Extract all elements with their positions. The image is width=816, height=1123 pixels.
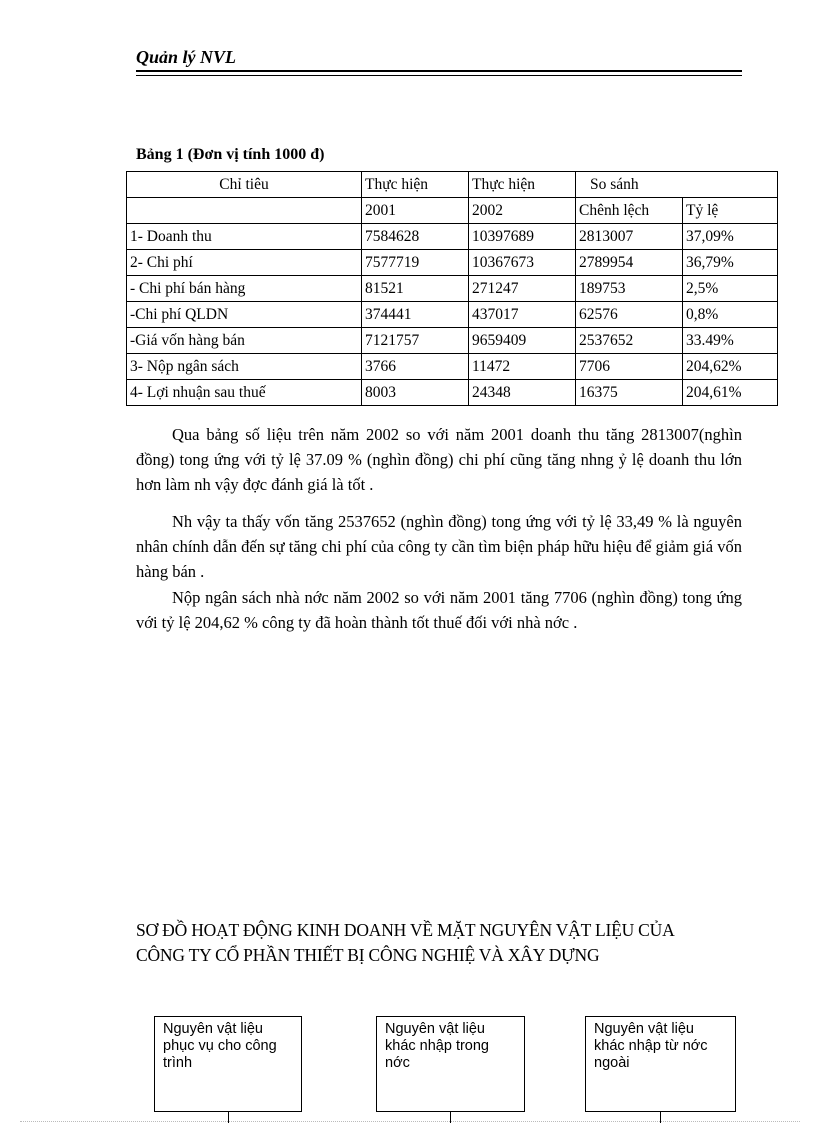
table-cell: 10397689 (469, 224, 576, 250)
table-cell: 2813007 (576, 224, 683, 250)
diagram-box-domestic-materials: Nguyên vật liệu khác nhập trong nớc (376, 1016, 525, 1112)
table-header-cell: 2002 (469, 198, 576, 224)
table-cell: 9659409 (469, 328, 576, 354)
table-cell: 2537652 (576, 328, 683, 354)
table-cell: 1- Doanh thu (127, 224, 362, 250)
table-cell: 437017 (469, 302, 576, 328)
table-cell: 3- Nộp ngân sách (127, 354, 362, 380)
table-caption: Bảng 1 (Đơn vị tính 1000 đ) (136, 146, 325, 163)
table-cell: 7584628 (362, 224, 469, 250)
table-header-row (127, 198, 778, 224)
table-header-cell: Thực hiện (469, 172, 576, 198)
table-cell: -Chi phí QLDN (127, 302, 362, 328)
table-cell: 7121757 (362, 328, 469, 354)
table-cell: - Chi phí bán hàng (127, 276, 362, 302)
table-row (127, 380, 778, 406)
table-row (127, 276, 778, 302)
table-cell: 8003 (362, 380, 469, 406)
page-header-title: Quản lý NVL (136, 47, 237, 67)
table-cell: 7577719 (362, 250, 469, 276)
table-header-cell: Chênh lệch (576, 198, 683, 224)
table-cell: 11472 (469, 354, 576, 380)
table-cell: -Giá vốn hàng bán (127, 328, 362, 354)
table-cell: 24348 (469, 380, 576, 406)
header-rule-thin (136, 75, 742, 76)
table-cell: 16375 (576, 380, 683, 406)
table-header-cell: Thực hiện (362, 172, 469, 198)
table-cell: 2,5% (683, 276, 778, 302)
table-row (127, 354, 778, 380)
diagram-title-line1: SƠ ĐỒ HOẠT ĐỘNG KINH DOANH VỀ MẶT NGUYÊN VẬT LIỆU CỦA (136, 920, 675, 940)
table-cell: 374441 (362, 302, 469, 328)
diagram-box-imported-materials: Nguyên vật liệu khác nhập từ nớc ngoài (585, 1016, 736, 1112)
header-rule (136, 70, 742, 72)
table-row (127, 302, 778, 328)
table-cell: 81521 (362, 276, 469, 302)
table-row (127, 250, 778, 276)
table-cell: 10367673 (469, 250, 576, 276)
table-header-cell: Chỉ tiêu (127, 172, 362, 198)
table-row (127, 328, 778, 354)
table-cell: 204,62% (683, 354, 778, 380)
paragraph-1: Qua bảng số liệu trên năm 2002 so với năm 2001 doanh thu tăng 2813007(nghìn đồng) tong ứng với tỷ lệ 37.09 % (nghìn đồng) chi phí cũng tăng nhng ỷ lệ doanh thu lớn hơn làm nh vậy đợc đánh giá là tốt . (136, 425, 742, 494)
paragraph-2: Nh vậy ta thấy vốn tăng 2537652 (nghìn đồng) tong ứng với tỷ lệ 33,49 % là nguyên nhân chính dẫn đến sự tăng chi phí của công ty cần tìm biện pháp hữu hiệu để giảm giá vốn hàng bán . (136, 512, 742, 581)
page-bottom-divider (20, 1121, 800, 1122)
table-cell: 3766 (362, 354, 469, 380)
table-header-cell: Tỷ lệ (683, 198, 778, 224)
table-cell: 33.49% (683, 328, 778, 354)
table-header-cell (127, 198, 362, 224)
table-cell: 2789954 (576, 250, 683, 276)
diagram-title-line2: CÔNG TY CỔ PHẦN THIẾT BỊ CÔNG NGHIỆ VÀ XÂY DỰNG (136, 945, 600, 965)
table-cell: 37,09% (683, 224, 778, 250)
diagram-box-construction-materials: Nguyên vật liệu phục vụ cho công trình (154, 1016, 302, 1112)
table-header-cell: So sánh (576, 172, 778, 198)
table-cell: 0,8% (683, 302, 778, 328)
table-cell: 2- Chi phí (127, 250, 362, 276)
table-header-cell: 2001 (362, 198, 469, 224)
table-cell: 36,79% (683, 250, 778, 276)
table-row (127, 224, 778, 250)
table-cell: 189753 (576, 276, 683, 302)
diagram-title (136, 918, 756, 968)
table-cell: 4- Lợi nhuận sau thuế (127, 380, 362, 406)
table-cell: 7706 (576, 354, 683, 380)
paragraph-3: Nộp ngân sách nhà nớc năm 2002 so với năm 2001 tăng 7706 (nghìn đồng) tong ứng với tỷ lệ 204,62 % công ty đã hoàn thành tốt thuế đối với nhà nớc . (136, 588, 742, 632)
table-header-row (127, 172, 778, 198)
table-cell: 204,61% (683, 380, 778, 406)
table-cell: 271247 (469, 276, 576, 302)
table-cell: 62576 (576, 302, 683, 328)
data-table (126, 171, 778, 406)
